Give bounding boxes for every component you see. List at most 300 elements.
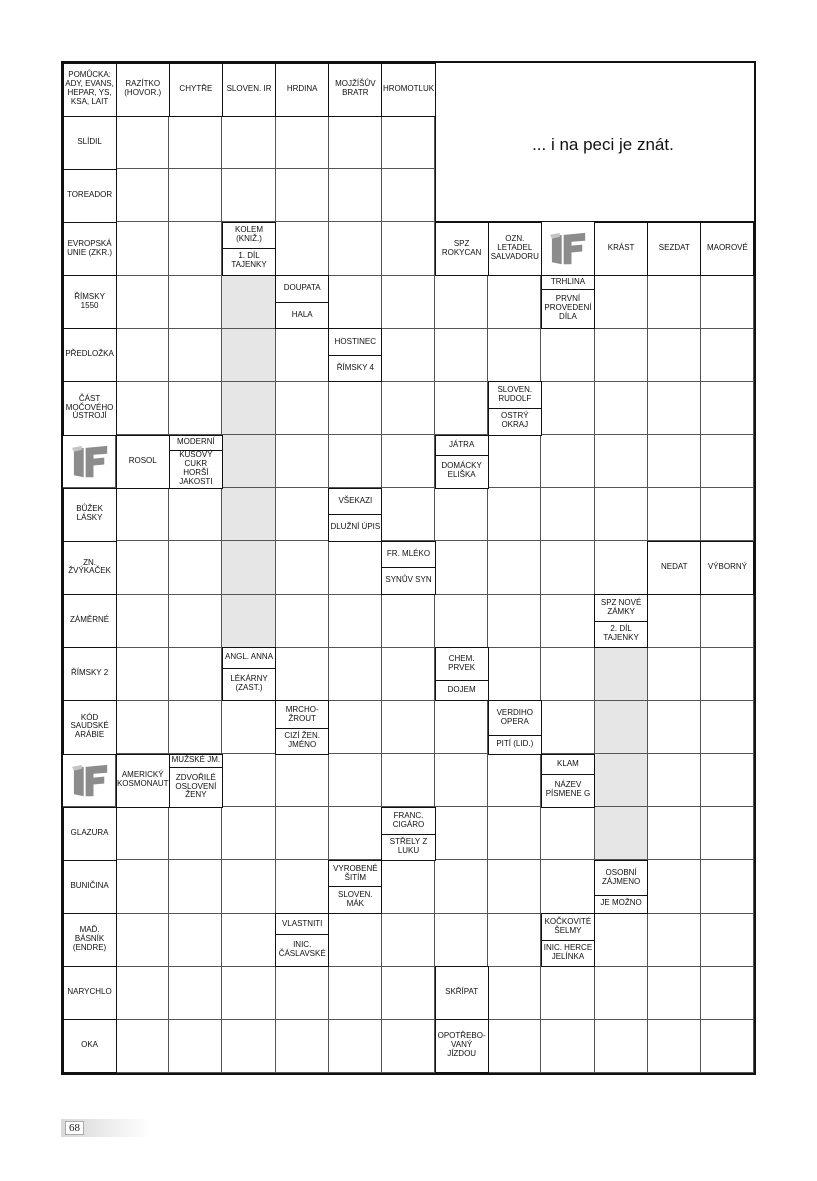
logo-f-icon [70,762,109,799]
answer-cell[interactable] [435,860,488,913]
answer-cell[interactable] [435,276,488,329]
answer-cell[interactable] [169,595,222,648]
clue-cell [63,63,117,117]
clue-text: MAĎ. BÁSNÍK (ENDRE) [72,925,107,953]
clue-text: VÝBORNÝ [707,562,747,571]
answer-cell[interactable] [116,807,169,860]
clue-cell [541,913,595,967]
answer-cell[interactable] [382,222,435,275]
answer-cell[interactable] [488,1020,541,1073]
clue-cell [63,328,117,382]
answer-cell[interactable] [329,648,382,701]
page-number-label: 68 [65,1121,84,1135]
clue-text-top: DOUPATA [283,283,321,293]
answer-cell[interactable] [488,967,541,1020]
answer-cell[interactable] [276,967,329,1020]
answer-cell[interactable] [329,276,382,329]
clue-cell [116,754,170,808]
answer-cell[interactable] [488,754,541,807]
answer-cell[interactable] [701,648,754,701]
clue-cell [63,169,117,223]
clue-text: ŘÍMSKY 2 [70,668,109,678]
answer-cell[interactable] [541,648,594,701]
clue-text: PŘEDLOŽKA [65,349,114,359]
clue-text-top: VŠEKAZI [338,496,373,506]
answer-cell[interactable] [648,382,701,435]
answer-cell[interactable] [276,754,329,807]
clue-text-bottom: NÁZEV PÍSMENE G [545,780,591,799]
answer-cell[interactable] [648,754,701,807]
clue-text-top: VYROBENÉ ŠITÍM [333,863,378,882]
clue-cell [381,807,435,861]
answer-cell[interactable] [595,329,648,382]
answer-cell[interactable] [701,701,754,754]
answer-cell[interactable] [329,169,382,222]
clue-text: ROSOL [128,455,157,465]
clue-text-top: MODERNÍ [176,437,215,447]
answer-cell[interactable] [276,169,329,222]
answer-cell[interactable] [116,329,169,382]
answer-cell[interactable] [382,595,435,648]
answer-cell[interactable] [595,914,648,967]
clue-cell [116,63,170,117]
answer-cell[interactable] [382,648,435,701]
answer-cell[interactable] [541,701,594,754]
answer-cell[interactable] [488,914,541,967]
clue-text-bottom: ZDVOŘILÉ OSLOVENÍ ŽENY [175,772,217,800]
clue-cell [222,222,276,276]
answer-cell[interactable] [488,860,541,913]
clue-text: SPZ ROKYCAN [441,238,482,257]
clue-cell [275,700,329,754]
answer-cell[interactable] [701,488,754,541]
clue-text: KÓD SAUDSKÉ ARÁBIE [70,712,109,740]
clue-text: TOREADOR [66,189,113,199]
answer-cell[interactable] [116,488,169,541]
shaded-answer-cell[interactable] [222,595,275,648]
clue-text-bottom: SLOVEN. MÁK [337,889,373,908]
clue-cell [488,222,542,276]
answer-cell[interactable] [116,222,169,275]
clue-text-bottom: JE MOŽNO [600,898,642,908]
answer-cell[interactable] [382,276,435,329]
clue-text-bottom: INIC. ČÁSLAVSKÉ [278,940,326,959]
answer-cell[interactable] [116,541,169,594]
clue-cell [594,222,648,276]
answer-cell[interactable] [222,860,275,913]
clue-cell [275,63,329,117]
clue-cell [63,1019,117,1073]
answer-cell[interactable] [382,754,435,807]
answer-cell[interactable] [169,116,222,169]
answer-cell[interactable] [435,329,488,382]
answer-cell[interactable] [541,541,594,594]
answer-cell[interactable] [329,382,382,435]
clue-cell [328,328,382,382]
answer-cell[interactable] [488,435,541,488]
clue-text-top: VERDIHO OPERA [496,708,534,727]
answer-cell[interactable] [541,382,594,435]
answer-cell[interactable] [169,222,222,275]
clue-text-top: FRANC. CIGÁRO [392,811,425,829]
shaded-answer-cell[interactable] [222,488,275,541]
answer-cell[interactable] [382,435,435,488]
clue-cell [222,647,276,701]
answer-cell[interactable] [701,967,754,1020]
answer-cell[interactable] [329,116,382,169]
clue-text: NARYCHLO [67,987,112,997]
answer-cell[interactable] [169,860,222,913]
clue-cell [328,63,382,117]
answer-cell[interactable] [329,914,382,967]
shaded-answer-cell[interactable] [222,435,275,488]
clue-text-bottom: 2. DÍL TAJENKY [603,623,639,642]
clue-cell [63,913,117,967]
answer-cell[interactable] [488,595,541,648]
puzzle-title: ... i na peci je znát. [532,134,674,154]
answer-cell[interactable] [541,967,594,1020]
answer-cell[interactable] [276,1020,329,1073]
clue-text: BUNIČINA [70,880,109,890]
answer-cell[interactable] [382,169,435,222]
answer-cell[interactable] [169,169,222,222]
clue-text-bottom: INIC. HERCE JELÍNKA [543,942,593,961]
clue-cell [541,754,595,808]
clue-text-top: HOSTINEC [334,336,376,346]
answer-cell[interactable] [169,648,222,701]
answer-cell[interactable] [116,648,169,701]
answer-cell[interactable] [276,382,329,435]
answer-cell[interactable] [276,116,329,169]
answer-cell[interactable] [169,701,222,754]
answer-cell[interactable] [329,701,382,754]
answer-cell[interactable] [116,701,169,754]
answer-cell[interactable] [116,1020,169,1073]
clue-text-bottom: KUSOVÝ CUKR HORŠÍ JAKOSTI [179,449,213,486]
shaded-answer-cell[interactable] [222,276,275,329]
answer-cell[interactable] [648,860,701,913]
answer-cell[interactable] [169,382,222,435]
clue-cell [63,275,117,329]
answer-cell[interactable] [116,860,169,913]
answer-cell[interactable] [435,914,488,967]
clue-text-top: KOČKOVITÉ ŠELMY [544,916,592,935]
answer-cell[interactable] [541,488,594,541]
answer-cell[interactable] [169,967,222,1020]
answer-cell[interactable] [329,807,382,860]
clue-text-bottom: PRVNÍ PROVEDENÍ DÍLA [544,294,592,322]
clue-text: HROMOTLUK [382,83,435,93]
answer-cell[interactable] [329,967,382,1020]
answer-cell[interactable] [329,222,382,275]
shaded-answer-cell[interactable] [595,807,648,860]
clue-cell [63,860,117,914]
clue-cell [647,222,701,276]
answer-cell[interactable] [595,1020,648,1073]
answer-cell[interactable] [169,807,222,860]
answer-cell[interactable] [116,382,169,435]
logo-f-icon [548,230,587,267]
clue-text: SKŘÍPAT [445,987,479,997]
answer-cell[interactable] [648,967,701,1020]
answer-cell[interactable] [169,1020,222,1073]
clue-text-top: TRHLINA [550,277,586,287]
clue-text: GLAZURA [70,827,109,837]
answer-cell[interactable] [488,807,541,860]
answer-cell[interactable] [648,595,701,648]
clue-cell [488,700,542,754]
shaded-answer-cell[interactable] [595,648,648,701]
answer-cell[interactable] [276,595,329,648]
answer-cell[interactable] [701,329,754,382]
answer-cell[interactable] [276,329,329,382]
clue-text: AMERICKÝ KOSMONAUT [116,770,169,789]
answer-cell[interactable] [595,276,648,329]
answer-cell[interactable] [222,754,275,807]
answer-cell[interactable] [648,329,701,382]
answer-cell[interactable] [169,541,222,594]
answer-cell[interactable] [169,488,222,541]
logo-f-icon [70,443,109,480]
answer-cell[interactable] [541,329,594,382]
answer-cell[interactable] [222,169,275,222]
clue-text-top: CHEM. PRVEK [448,654,476,673]
answer-cell[interactable] [382,967,435,1020]
answer-cell[interactable] [488,648,541,701]
answer-cell[interactable] [701,914,754,967]
answer-cell[interactable] [701,754,754,807]
answer-cell[interactable] [435,541,488,594]
clue-text: BŮŽEK LÁSKY [76,504,103,523]
clue-cell [594,594,648,648]
clue-cell [700,541,754,595]
shaded-answer-cell[interactable] [222,329,275,382]
answer-cell[interactable] [701,435,754,488]
answer-cell[interactable] [276,222,329,275]
clue-cell [63,541,117,595]
answer-cell[interactable] [435,488,488,541]
answer-cell[interactable] [648,648,701,701]
clue-cell [435,966,489,1020]
answer-cell[interactable] [116,595,169,648]
answer-cell[interactable] [595,382,648,435]
clue-cell [63,594,117,648]
clue-text-bottom: SYNŮV SYN [385,575,432,585]
clue-cell [328,860,382,914]
answer-cell[interactable] [488,276,541,329]
answer-cell[interactable] [222,967,275,1020]
clue-text: EVROPSKÁ UNIE (ZKR.) [67,238,113,257]
clue-text-top: SLOVEN. RUDOLF [497,385,533,404]
answer-cell[interactable] [648,488,701,541]
clue-text-bottom: CIZÍ ŽEN. JMÉNO [284,730,320,749]
answer-cell[interactable] [169,914,222,967]
shaded-answer-cell[interactable] [595,701,648,754]
clue-text: OZN. LETADEL SALVADORU [490,234,539,262]
answer-cell[interactable] [116,116,169,169]
clue-text-bottom: DOMÁCKY ELIŠKA [441,461,482,480]
clue-text: ZN. ŽVÝKAČEK [68,557,111,576]
clue-cell [275,275,329,329]
answer-cell[interactable] [329,435,382,488]
answer-cell[interactable] [435,701,488,754]
clue-text: ZÁMĚRNÉ [70,615,110,625]
clue-text: NEDAT [660,562,688,571]
clue-text: SLOVEN. IR [226,83,272,93]
answer-cell[interactable] [382,860,435,913]
answer-cell[interactable] [222,1020,275,1073]
clue-text: HRDINA [286,83,318,93]
clue-text-top: SPZ NOVÉ ZÁMKY [600,597,642,616]
clue-text: OPOTŘEBO-VANÝ JÍZDOU [437,1031,486,1059]
clue-text-bottom: ŘÍMSKY 4 [336,362,374,372]
clue-cell [541,275,595,329]
clue-cell [169,435,223,489]
answer-cell[interactable] [276,807,329,860]
clue-cell [381,541,435,595]
answer-cell[interactable] [382,914,435,967]
shaded-answer-cell[interactable] [595,754,648,807]
clue-text-top: MUŽSKÉ JM. [171,755,221,765]
answer-cell[interactable] [648,701,701,754]
answer-cell[interactable] [116,967,169,1020]
answer-cell[interactable] [648,276,701,329]
clue-cell [169,754,223,808]
answer-cell[interactable] [382,382,435,435]
crossword-grid [61,61,756,1075]
answer-cell[interactable] [329,595,382,648]
clue-text: RAZÍTKO (HOVOR.) [124,79,162,98]
answer-cell[interactable] [595,967,648,1020]
answer-cell[interactable] [701,276,754,329]
clue-text-top: KLAM [557,758,579,768]
answer-cell[interactable] [222,914,275,967]
answer-cell[interactable] [276,541,329,594]
clue-text-bottom: DOJEM [447,684,476,694]
answer-cell[interactable] [541,860,594,913]
answer-cell[interactable] [435,382,488,435]
clue-cell [647,541,701,595]
answer-cell[interactable] [648,807,701,860]
answer-cell[interactable] [488,329,541,382]
logo-cell [63,435,116,488]
answer-cell[interactable] [382,701,435,754]
answer-cell[interactable] [541,1020,594,1073]
answer-cell[interactable] [648,435,701,488]
clue-text: MOJŽÍŠŮV BRATR [335,79,376,98]
clue-text-top: KOLEM (KNIŽ.) [235,225,264,244]
clue-text-bottom: LÉKÁRNY (ZAST.) [230,674,268,693]
answer-cell[interactable] [435,754,488,807]
clue-cell [63,807,117,861]
answer-cell[interactable] [382,116,435,169]
answer-cell[interactable] [276,860,329,913]
page-number [61,1119,151,1137]
clue-text-bottom: HALA [291,309,313,319]
answer-cell[interactable] [169,329,222,382]
shaded-answer-cell[interactable] [222,541,275,594]
answer-cell[interactable] [435,595,488,648]
answer-cell[interactable] [116,169,169,222]
answer-cell[interactable] [276,435,329,488]
answer-cell[interactable] [329,754,382,807]
answer-cell[interactable] [701,807,754,860]
answer-cell[interactable] [701,382,754,435]
answer-cell[interactable] [541,807,594,860]
answer-cell[interactable] [435,807,488,860]
answer-cell[interactable] [595,488,648,541]
answer-cell[interactable] [541,435,594,488]
answer-cell[interactable] [382,329,435,382]
answer-cell[interactable] [276,648,329,701]
clue-text: OKA [81,1040,99,1050]
clue-cell [275,913,329,967]
clue-cell [116,435,170,489]
answer-cell[interactable] [701,1020,754,1073]
clue-text: POMŮCKA: ADY, EVANS, HEPAR, YS, KSA, LAIT [65,70,114,107]
clue-cell [222,63,276,117]
answer-cell[interactable] [382,488,435,541]
clue-text-top: JÁTRA [448,439,475,449]
clue-cell [700,222,754,276]
clue-text: ŘÍMSKY 1550 [74,291,105,310]
answer-cell[interactable] [329,1020,382,1073]
answer-cell[interactable] [701,860,754,913]
logo-cell [63,754,116,807]
answer-cell[interactable] [488,488,541,541]
answer-cell[interactable] [648,1020,701,1073]
clue-cell [169,63,223,117]
answer-cell[interactable] [648,914,701,967]
clue-cell [63,488,117,542]
clue-cell [594,860,648,914]
answer-cell[interactable] [488,541,541,594]
answer-cell[interactable] [595,541,648,594]
clue-text: CHYTŘE [179,83,213,93]
clue-text-top: FR. MLÉKO [386,549,431,559]
clue-text-bottom: PITÍ (LID.) [496,738,534,748]
clue-cell [328,488,382,542]
clue-text: ČÁST MOČOVÉHO ÚSTROJÍ [65,393,114,421]
answer-cell[interactable] [169,276,222,329]
clue-text-top: ANGL. ANNA [225,652,274,662]
shaded-answer-cell[interactable] [222,382,275,435]
answer-cell[interactable] [222,701,275,754]
clue-text-top: VLASTNITI [281,918,323,928]
clue-cell [63,700,117,754]
clue-cell [435,222,489,276]
answer-cell[interactable] [329,541,382,594]
clue-text-bottom: DLUŽNÍ ÚPIS [330,522,381,532]
answer-cell[interactable] [382,1020,435,1073]
clue-text: SLÍDIL [77,136,102,146]
answer-cell[interactable] [116,914,169,967]
answer-cell[interactable] [541,595,594,648]
clue-text-top: OSOBNÍ ZÁJMENO [601,867,641,886]
answer-cell[interactable] [222,807,275,860]
answer-cell[interactable] [116,276,169,329]
answer-cell[interactable] [701,595,754,648]
answer-cell[interactable] [276,488,329,541]
answer-cell[interactable] [222,116,275,169]
clue-cell [63,381,117,435]
clue-text-bottom: 1. DÍL TAJENKY [231,251,267,270]
clue-text-bottom: OSTRÝ OKRAJ [501,411,529,430]
clue-text: MAOROVÉ [706,243,748,253]
answer-cell[interactable] [595,435,648,488]
clue-text-top: MRCHO-ŽROUT [285,704,319,723]
clue-cell [435,1019,489,1073]
